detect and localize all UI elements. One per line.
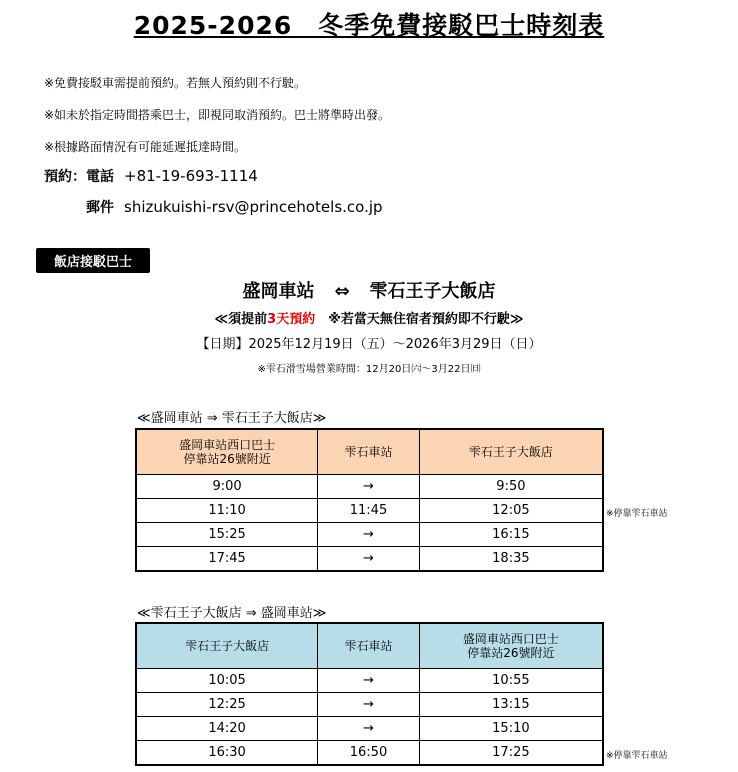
notice-part1: ≪須提前 <box>214 312 268 327</box>
table-cell: 12:25 <box>136 693 318 717</box>
page-title: 2025-2026 冬季免費接駁巴士時刻表 <box>133 11 605 40</box>
table-cell: 10:55 <box>419 669 603 693</box>
table-cell: 17:45 <box>136 547 318 572</box>
table-cell: 16:30 <box>136 741 318 766</box>
notice-part2: ※若當天無住宿者預約即不行駛≫ <box>315 312 524 327</box>
table1-side-note: ※停靠雫石車站 <box>606 509 668 519</box>
table-cell: 13:15 <box>419 693 603 717</box>
table-cell: 17:25 <box>419 741 603 766</box>
table-cell: 15:10 <box>419 717 603 741</box>
table-cell: 9:50 <box>419 475 603 499</box>
service-dates: 【日期】2025年12月19日（五）～2026年3月29日（日） <box>196 337 542 352</box>
table-row <box>136 741 603 766</box>
table-cell: 11:10 <box>136 499 318 523</box>
contact-phone-row <box>24 166 258 186</box>
schedule-table-outbound <box>135 428 604 572</box>
route-heading <box>0 277 738 303</box>
email-address[interactable]: shizukuishi-rsv@princehotels.co.jp <box>124 198 383 216</box>
table-header-row <box>136 623 603 669</box>
table-cell: 16:15 <box>419 523 603 547</box>
table-row <box>136 499 603 523</box>
phone-label: 預約：電話 <box>44 169 114 185</box>
table-cell: 10:05 <box>136 669 318 693</box>
route-arrow: ⇔ <box>334 281 350 302</box>
table-header-cell: 雫石王子大飯店 <box>419 429 603 475</box>
table-header-cell: 雫石車站 <box>318 623 420 669</box>
table2-side-note: ※停靠雫石車站 <box>606 751 668 761</box>
table-row <box>136 717 603 741</box>
section-badge: 飯店接駁巴士 <box>36 248 150 273</box>
table-row <box>136 547 603 572</box>
table-header-cell: 盛岡車站西口巴士 停靠站26號附近 <box>136 429 318 475</box>
table-cell: 12:05 <box>419 499 603 523</box>
table-row <box>136 475 603 499</box>
table-header-cell: 雫石車站 <box>318 429 420 475</box>
schedule-table-return <box>135 622 604 766</box>
table-cell: → <box>318 669 420 693</box>
table-cell: → <box>318 523 420 547</box>
note-delay: ※根據路面情況有可能延遲抵達時間。 <box>44 140 247 154</box>
note-reservation: ※免費接駁車需提前預約。若無人預約則不行駛。 <box>44 76 307 90</box>
table-header-row <box>136 429 603 475</box>
contact-email-row <box>24 197 383 217</box>
table-header-cell: 盛岡車站西口巴士 停靠站26號附近 <box>419 623 603 669</box>
table-cell: 11:45 <box>318 499 420 523</box>
table1-caption: ≪盛岡車站 ⇒ 雫石王子大飯店≫ <box>137 411 327 426</box>
table-cell: → <box>318 475 420 499</box>
route-from: 盛岡車站 <box>242 281 315 302</box>
table-cell: → <box>318 717 420 741</box>
table-row <box>136 523 603 547</box>
phone-number[interactable]: +81-19-693-1114 <box>124 167 258 185</box>
note-cancellation: ※如未於指定時間搭乘巴士，即視同取消預約。巴士將準時出發。 <box>44 108 391 122</box>
booking-notice <box>0 308 738 327</box>
table-header-cell: 雫石王子大飯店 <box>136 623 318 669</box>
table2-caption: ≪雫石王子大飯店 ⇒ 盛岡車站≫ <box>137 606 327 621</box>
table-row <box>136 669 603 693</box>
table-cell: 9:00 <box>136 475 318 499</box>
notice-highlight: 3天預約 <box>267 312 316 327</box>
email-label: 郵件 <box>86 200 114 216</box>
route-to: 雫石王子大飯店 <box>369 281 496 302</box>
table-cell: → <box>318 693 420 717</box>
table-row <box>136 693 603 717</box>
table-cell: 15:25 <box>136 523 318 547</box>
ski-resort-hours: ※雫石滑雪場營業時間：12月20日㈥～3月22日㈰ <box>257 364 481 375</box>
table-cell: 18:35 <box>419 547 603 572</box>
table-cell: 14:20 <box>136 717 318 741</box>
table-cell: → <box>318 547 420 572</box>
table-cell: 16:50 <box>318 741 420 766</box>
